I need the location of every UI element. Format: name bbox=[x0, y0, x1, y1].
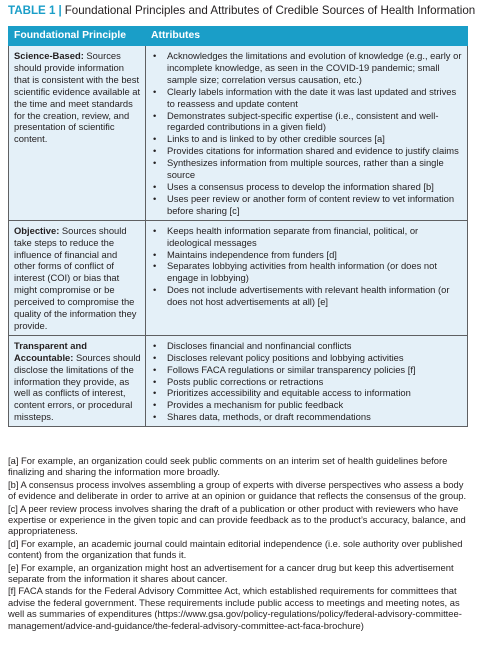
principle-title: Transparent and Accountable: bbox=[14, 339, 87, 363]
title-separator: | bbox=[58, 4, 62, 17]
principle-cell bbox=[9, 335, 146, 426]
attribute-item: • Acknowledges the limitations and evolution of knowledge (e.g., early or incomplete knowledge, as seen in the COVID-19 pandemic; small sample size; correlation versus causation, etc.) bbox=[151, 50, 463, 86]
principle-title: Science-Based: bbox=[14, 50, 84, 61]
attribute-item: • Links to and is linked to by other credible sources [a] bbox=[151, 133, 463, 145]
attribute-item: • Posts public corrections or retractions bbox=[151, 376, 463, 388]
footnote: [c] A peer review process involves sharing the draft of a publication or other product with reviewers who have expertise or experience in the given topic and can provide feedback as to the product’s accuracy, balance, and appropriateness. bbox=[8, 502, 466, 537]
footnote: [b] A consensus process involves assembling a group of experts with diverse perspectives who assess a body of evidence and deliberate in order to arrive at an opinion or guidance that reflects the consensus of the group. bbox=[8, 478, 467, 502]
footnote: [a] For example, an organization could seek public comments on an interim set of health guidelines before finalizing and sharing the information more broadly. bbox=[8, 455, 448, 478]
principle-cell bbox=[9, 46, 146, 221]
attribute-list bbox=[151, 50, 463, 217]
attribute-item: • Provides a mechanism for public feedback bbox=[151, 399, 463, 411]
table-row bbox=[9, 220, 468, 335]
attribute-list bbox=[151, 340, 463, 423]
attribute-item: • Keeps health information separate from financial, political, or ideological messages bbox=[151, 225, 463, 249]
footnote: [d] For example, an academic journal could maintain editorial independence (i.e. sole authority over published content) from the organization that funds it. bbox=[8, 537, 463, 561]
attribute-item: • Demonstrates subject-specific expertise (i.e., consistent and well-regarded contributions in a given field) bbox=[151, 110, 463, 134]
attribute-item: • Does not include advertisements with relevant health information (or does not host advertisements at all) [e] bbox=[151, 284, 463, 308]
attribute-item: • Discloses financial and nonfinancial conflicts bbox=[151, 340, 463, 352]
principle-title: Objective: bbox=[14, 224, 60, 236]
attribute-item: • Prioritizes accessibility and equitable access to information bbox=[151, 387, 463, 399]
header-foundational-principle: Foundational Principle bbox=[9, 27, 146, 46]
principle-text: Sources should provide information that is consistent with the best scientific evidence available at the time and meet standards for the creation, review, and presentation of scientific content. bbox=[14, 50, 141, 145]
attribute-item: • Uses peer review or another form of content review to vet information before sharing [c] bbox=[151, 193, 463, 217]
attribute-item: • Separates lobbying activities from health information (or does not engage in lobbying) bbox=[151, 260, 463, 284]
footnote: [f] FACA stands for the Federal Advisory Committee Act, which established requirements for committees that advise the federal government. These requirements include public access to meetings and meeting notes, as well as summaries of expenditures (https://www.gsa.gov/policy-regulations/policy/federal-advisory-committee-management/advice-and-guidance/the-federal-advisory-committee-act-faca-brochure) bbox=[8, 585, 462, 631]
attribute-item: • Uses a consensus process to develop the information shared [b] bbox=[151, 181, 463, 193]
table-number-label: TABLE 1 bbox=[8, 4, 56, 17]
table-row bbox=[9, 46, 468, 221]
attributes-cell bbox=[146, 220, 468, 335]
table-row bbox=[9, 335, 468, 426]
footnote: [e] For example, an organization might host an advertisement for a cancer drug but keep this advertisement separate from the information it shares about cancer. bbox=[8, 561, 454, 585]
attribute-item: • Provides citations for information shared and evidence to justify claims bbox=[151, 145, 463, 157]
attribute-item: • Discloses relevant policy positions and lobbying activities bbox=[151, 352, 463, 364]
principles-table bbox=[8, 26, 468, 427]
table-title-text: Foundational Principles and Attributes of Credible Sources of Health Information bbox=[64, 4, 476, 17]
attribute-list bbox=[151, 225, 463, 308]
attribute-item: • Synthesizes information from multiple sources, rather than a single source bbox=[151, 157, 463, 181]
table-title bbox=[8, 4, 475, 17]
table-header-row bbox=[9, 27, 468, 46]
attributes-cell bbox=[146, 335, 468, 426]
attribute-item: • Shares data, methods, or draft recommendations bbox=[151, 411, 463, 423]
attribute-item: • Maintains independence from funders [d] bbox=[151, 249, 463, 261]
principle-cell bbox=[9, 220, 146, 335]
principle-text: Sources should disclose the limitations of the information they provide, as well as conflicts of interest, content errors, or procedural missteps. bbox=[14, 351, 141, 423]
attributes-cell bbox=[146, 46, 468, 221]
footnotes bbox=[8, 455, 470, 632]
attribute-item: • Clearly labels information with the date it was last updated and strives to reassess and update content bbox=[151, 86, 463, 110]
attribute-item: • Follows FACA regulations or similar transparency policies [f] bbox=[151, 364, 463, 376]
header-attributes: Attributes bbox=[146, 27, 468, 46]
principle-text: Sources should take steps to reduce the influence of financial and other forms of conflict of interest (COI) or bias that might compromise or be perceived to compromise the quality of the information they provide. bbox=[14, 224, 137, 331]
